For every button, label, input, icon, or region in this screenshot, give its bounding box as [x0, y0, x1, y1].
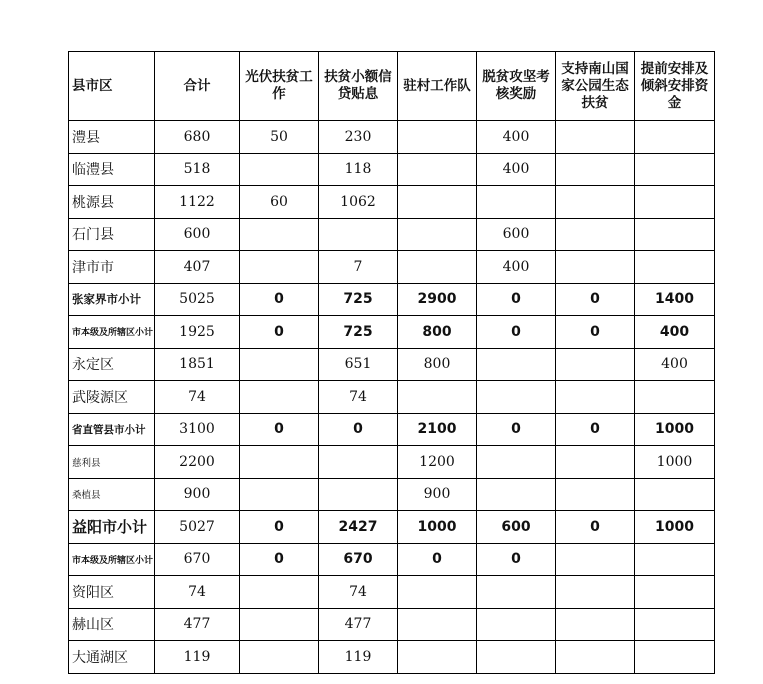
value-cell: [240, 381, 319, 414]
county-name-cell: 大通湖区: [69, 641, 155, 674]
value-cell: [398, 608, 477, 641]
value-cell: 7: [319, 251, 398, 284]
value-cell: [556, 608, 635, 641]
table-row: [69, 608, 715, 641]
table-row: [69, 186, 715, 219]
table-row: [69, 478, 715, 511]
table-row: [69, 283, 715, 316]
value-cell: [240, 446, 319, 479]
value-cell: 1000: [635, 413, 715, 446]
value-cell: [240, 218, 319, 251]
value-cell: 400: [477, 153, 556, 186]
value-cell: [635, 218, 715, 251]
county-name-cell: 张家界市小计: [69, 283, 155, 316]
value-cell: [240, 348, 319, 381]
value-cell: 2200: [155, 446, 240, 479]
table-row: [69, 576, 715, 609]
value-cell: 725: [319, 316, 398, 349]
value-cell: [556, 446, 635, 479]
value-cell: 670: [319, 543, 398, 576]
value-cell: 600: [477, 511, 556, 544]
value-cell: 2900: [398, 283, 477, 316]
value-cell: 0: [319, 413, 398, 446]
value-cell: [240, 608, 319, 641]
value-cell: 0: [477, 543, 556, 576]
value-cell: 477: [319, 608, 398, 641]
county-name-cell: 临澧县: [69, 153, 155, 186]
value-cell: [556, 218, 635, 251]
table-row: [69, 251, 715, 284]
county-name-cell: 桑植县: [69, 478, 155, 511]
value-cell: 1000: [398, 511, 477, 544]
value-cell: [635, 381, 715, 414]
value-cell: [635, 153, 715, 186]
value-cell: 1000: [635, 446, 715, 479]
value-cell: 0: [556, 316, 635, 349]
value-cell: [240, 251, 319, 284]
value-cell: 407: [155, 251, 240, 284]
value-cell: [635, 251, 715, 284]
header-row: [69, 52, 715, 121]
value-cell: 1851: [155, 348, 240, 381]
value-cell: 1062: [319, 186, 398, 219]
value-cell: 600: [155, 218, 240, 251]
value-cell: 1400: [635, 283, 715, 316]
value-cell: 725: [319, 283, 398, 316]
value-cell: 74: [319, 381, 398, 414]
value-cell: 74: [155, 576, 240, 609]
table-row: [69, 153, 715, 186]
county-name-cell: 赫山区: [69, 608, 155, 641]
value-cell: [398, 218, 477, 251]
value-cell: 3100: [155, 413, 240, 446]
value-cell: 5027: [155, 511, 240, 544]
value-cell: 5025: [155, 283, 240, 316]
value-cell: 2427: [319, 511, 398, 544]
value-cell: [477, 381, 556, 414]
header-village-team: 驻村工作队: [398, 52, 477, 121]
header-total: 合计: [155, 52, 240, 121]
table-row: [69, 348, 715, 381]
table-row: [69, 121, 715, 154]
value-cell: 680: [155, 121, 240, 154]
value-cell: [477, 478, 556, 511]
value-cell: [635, 186, 715, 219]
county-name-cell: 市本级及所辖区小计: [69, 316, 155, 349]
value-cell: 0: [240, 316, 319, 349]
value-cell: 800: [398, 316, 477, 349]
county-name-cell: 资阳区: [69, 576, 155, 609]
value-cell: [398, 576, 477, 609]
county-name-cell: 市本级及所辖区小计: [69, 543, 155, 576]
county-name-cell: 武陵源区: [69, 381, 155, 414]
header-nanshan-park: 支持南山国家公园生态扶贫: [556, 52, 635, 121]
value-cell: 1925: [155, 316, 240, 349]
value-cell: [319, 478, 398, 511]
table-row: [69, 511, 715, 544]
value-cell: 670: [155, 543, 240, 576]
value-cell: 400: [635, 348, 715, 381]
value-cell: 74: [155, 381, 240, 414]
county-name-cell: 慈利县: [69, 446, 155, 479]
header-solar: 光伏扶贫工作: [240, 52, 319, 121]
value-cell: 1000: [635, 511, 715, 544]
value-cell: 518: [155, 153, 240, 186]
value-cell: [635, 576, 715, 609]
value-cell: [556, 381, 635, 414]
value-cell: 1200: [398, 446, 477, 479]
value-cell: [398, 381, 477, 414]
value-cell: [398, 153, 477, 186]
value-cell: [398, 186, 477, 219]
header-microcredit: 扶贫小额信贷贴息: [319, 52, 398, 121]
header-county: 县市区: [69, 52, 155, 121]
value-cell: [635, 121, 715, 154]
value-cell: 900: [155, 478, 240, 511]
value-cell: [477, 446, 556, 479]
value-cell: [556, 348, 635, 381]
value-cell: 74: [319, 576, 398, 609]
value-cell: [319, 218, 398, 251]
value-cell: 900: [398, 478, 477, 511]
value-cell: [240, 641, 319, 674]
value-cell: [556, 641, 635, 674]
value-cell: [635, 478, 715, 511]
value-cell: 0: [240, 413, 319, 446]
value-cell: 0: [477, 316, 556, 349]
value-cell: [240, 576, 319, 609]
value-cell: 600: [477, 218, 556, 251]
table-row: [69, 316, 715, 349]
value-cell: 651: [319, 348, 398, 381]
county-name-cell: 永定区: [69, 348, 155, 381]
value-cell: [477, 348, 556, 381]
value-cell: 0: [240, 283, 319, 316]
value-cell: 60: [240, 186, 319, 219]
table-row: [69, 218, 715, 251]
county-name-cell: 益阳市小计: [69, 511, 155, 544]
value-cell: 0: [556, 511, 635, 544]
value-cell: [556, 251, 635, 284]
header-advance-funds: 提前安排及倾斜安排资金: [635, 52, 715, 121]
value-cell: [635, 608, 715, 641]
value-cell: 0: [240, 511, 319, 544]
value-cell: [477, 186, 556, 219]
value-cell: 0: [398, 543, 477, 576]
value-cell: [398, 251, 477, 284]
county-name-cell: 石门县: [69, 218, 155, 251]
table-row: [69, 641, 715, 674]
value-cell: [556, 121, 635, 154]
value-cell: 1122: [155, 186, 240, 219]
value-cell: [240, 478, 319, 511]
value-cell: 400: [635, 316, 715, 349]
value-cell: [477, 576, 556, 609]
value-cell: [556, 576, 635, 609]
value-cell: 0: [556, 413, 635, 446]
value-cell: [398, 121, 477, 154]
value-cell: [240, 153, 319, 186]
value-cell: 400: [477, 251, 556, 284]
value-cell: 119: [155, 641, 240, 674]
header-assessment-reward: 脱贫攻坚考核奖励: [477, 52, 556, 121]
value-cell: 400: [477, 121, 556, 154]
county-name-cell: 省直管县市小计: [69, 413, 155, 446]
value-cell: 477: [155, 608, 240, 641]
county-name-cell: 津市市: [69, 251, 155, 284]
value-cell: 2100: [398, 413, 477, 446]
value-cell: [398, 641, 477, 674]
value-cell: 800: [398, 348, 477, 381]
value-cell: [635, 641, 715, 674]
value-cell: 0: [240, 543, 319, 576]
value-cell: 0: [556, 283, 635, 316]
value-cell: [477, 608, 556, 641]
value-cell: [556, 153, 635, 186]
value-cell: [556, 186, 635, 219]
table-row: [69, 446, 715, 479]
value-cell: 0: [477, 413, 556, 446]
county-name-cell: 桃源县: [69, 186, 155, 219]
value-cell: [319, 446, 398, 479]
value-cell: 119: [319, 641, 398, 674]
value-cell: 0: [477, 283, 556, 316]
table-row: [69, 381, 715, 414]
value-cell: 118: [319, 153, 398, 186]
county-name-cell: 澧县: [69, 121, 155, 154]
value-cell: [635, 543, 715, 576]
table-row: [69, 543, 715, 576]
value-cell: [556, 478, 635, 511]
value-cell: [556, 543, 635, 576]
fund-allocation-table: [68, 51, 715, 674]
value-cell: 230: [319, 121, 398, 154]
table-row: [69, 413, 715, 446]
value-cell: 50: [240, 121, 319, 154]
value-cell: [477, 641, 556, 674]
